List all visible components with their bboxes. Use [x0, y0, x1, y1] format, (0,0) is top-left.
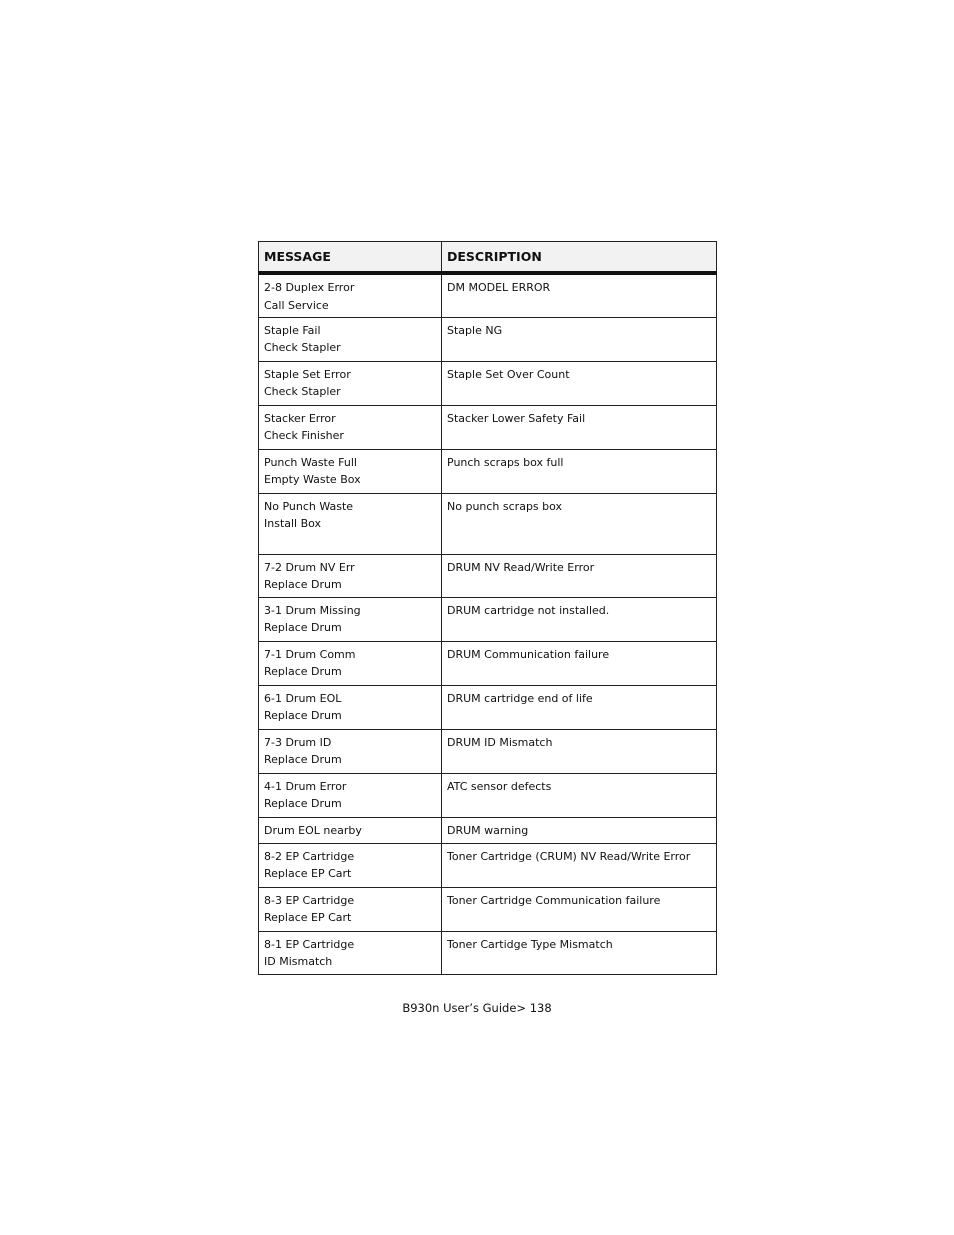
- message-line: Check Finisher: [264, 429, 344, 442]
- message-line: 8-2 EP Cartridge: [264, 849, 355, 863]
- message-line: 7-3 Drum ID: [264, 735, 332, 749]
- message-line: Replace Drum: [264, 753, 342, 766]
- message-line: Check Stapler: [264, 341, 341, 354]
- table-row: [259, 273, 717, 317]
- message-line: Replace Drum: [264, 665, 342, 678]
- message-cell: [259, 597, 442, 641]
- table-row: [259, 817, 717, 843]
- message-cell: [259, 887, 442, 931]
- description-cell: Toner Cartidge Type Mismatch: [442, 931, 717, 974]
- message-line: Replace EP Cart: [264, 867, 352, 880]
- message-line: 8-1 EP Cartridge: [264, 937, 355, 951]
- table-row: [259, 685, 717, 729]
- message-line: Install Box: [264, 517, 322, 530]
- message-line: Drum EOL nearby: [264, 823, 362, 837]
- message-line: Empty Waste Box: [264, 473, 361, 486]
- description-cell: Staple NG: [442, 317, 717, 361]
- table-row: [259, 554, 717, 597]
- message-line: Punch Waste Full: [264, 455, 357, 469]
- description-cell: Staple Set Over Count: [442, 361, 717, 405]
- message-cell: [259, 361, 442, 405]
- description-cell: DRUM NV Read/Write Error: [442, 554, 717, 597]
- message-line: ID Mismatch: [264, 955, 333, 968]
- description-cell: DRUM warning: [442, 817, 717, 843]
- table-row: [259, 843, 717, 887]
- description-cell: Stacker Lower Safety Fail: [442, 405, 717, 449]
- message-cell: [259, 773, 442, 817]
- description-cell: DRUM cartridge not installed.: [442, 597, 717, 641]
- description-cell: Punch scraps box full: [442, 449, 717, 493]
- message-line: No Punch Waste: [264, 499, 354, 513]
- message-line: Replace Drum: [264, 578, 342, 591]
- table-row: [259, 493, 717, 554]
- table-row: [259, 597, 717, 641]
- message-cell: [259, 449, 442, 493]
- description-cell: DM MODEL ERROR: [442, 273, 717, 317]
- table-row: [259, 931, 717, 974]
- table-row: [259, 449, 717, 493]
- message-line: Call Service: [264, 298, 329, 312]
- table-row: [259, 317, 717, 361]
- message-line: Replace Drum: [264, 709, 342, 722]
- description-cell: ATC sensor defects: [442, 773, 717, 817]
- description-cell: DRUM Communication failure: [442, 641, 717, 685]
- message-cell: [259, 317, 442, 361]
- table-row: [259, 641, 717, 685]
- message-line: 7-1 Drum Comm: [264, 647, 356, 661]
- description-cell: No punch scraps box: [442, 493, 717, 554]
- description-cell: Toner Cartridge Communication failure: [442, 887, 717, 931]
- description-cell: DRUM ID Mismatch: [442, 729, 717, 773]
- message-line: 8-3 EP Cartridge: [264, 893, 355, 907]
- message-line: Replace Drum: [264, 621, 342, 634]
- table-row: [259, 887, 717, 931]
- message-cell: [259, 931, 442, 974]
- message-cell: [259, 843, 442, 887]
- message-cell: [259, 685, 442, 729]
- table-row: [259, 405, 717, 449]
- message-line: 6-1 Drum EOL: [264, 691, 342, 705]
- message-line: 2-8 Duplex Error: [264, 281, 355, 294]
- message-cell: [259, 273, 442, 317]
- page-footer: B930n User’s Guide> 138: [402, 1001, 552, 1015]
- message-line: Staple Fail: [264, 323, 321, 337]
- table-row: [259, 361, 717, 405]
- message-line: 3-1 Drum Missing: [264, 603, 361, 617]
- message-line: Check Stapler: [264, 385, 341, 398]
- message-table: [258, 241, 717, 975]
- message-line: Replace EP Cart: [264, 911, 352, 924]
- message-line: 4-1 Drum Error: [264, 779, 347, 793]
- message-line: Replace Drum: [264, 797, 342, 810]
- table-body: [259, 273, 717, 974]
- message-line: Staple Set Error: [264, 367, 351, 381]
- message-cell: [259, 405, 442, 449]
- description-cell: Toner Cartridge (CRUM) NV Read/Write Error: [442, 843, 717, 887]
- description-cell: DRUM cartridge end of life: [442, 685, 717, 729]
- message-cell: [259, 554, 442, 597]
- message-cell: [259, 817, 442, 843]
- table-header-row: [259, 242, 717, 274]
- message-line: Stacker Error: [264, 411, 336, 425]
- column-header-message: MESSAGE: [259, 242, 442, 274]
- table-row: [259, 773, 717, 817]
- column-header-description: DESCRIPTION: [442, 242, 717, 274]
- message-line: 7-2 Drum NV Err: [264, 560, 355, 574]
- message-cell: [259, 729, 442, 773]
- message-cell: [259, 641, 442, 685]
- table-row: [259, 729, 717, 773]
- message-cell: [259, 493, 442, 554]
